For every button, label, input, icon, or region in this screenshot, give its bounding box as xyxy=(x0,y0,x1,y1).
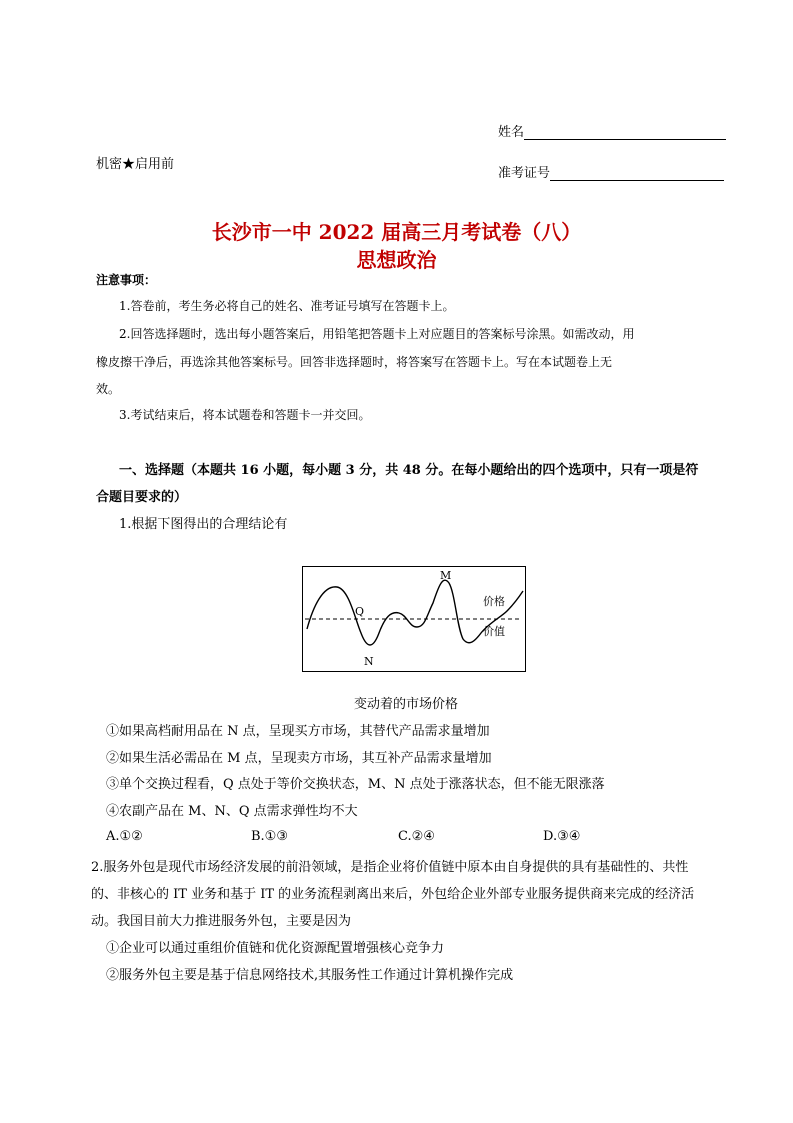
statement: ①如果高档耐用品在 N 点，呈现买方市场，其替代产品需求量增加 xyxy=(106,724,490,739)
statement: ①企业可以通过重组价值链和优化资源配置增强核心竞争力 xyxy=(106,941,445,956)
figure-caption: 变动着的市场价格 xyxy=(354,697,459,712)
note-item: 效。 xyxy=(96,382,121,396)
subject-title: 思想政治 xyxy=(356,248,437,272)
option-b: B.①③ xyxy=(251,829,288,844)
note-item: 橡皮擦干净后，再选涂其他答案标号。回答非选择题时，将答案写在答题卡上。写在本试题卷上无 xyxy=(96,355,613,369)
point-m-label: M xyxy=(440,569,452,582)
point-n-label: N xyxy=(364,655,374,668)
question-stem: 1.根据下图得出的合理结论有 xyxy=(119,517,288,532)
question-stem-cont: 的、非核心的 IT 业务和基于 IT 的业务流程剥离出来后，外包给企业外部专业服务提供商来完成的经济活 xyxy=(91,887,695,902)
secrecy-mark: 机密★启用前 xyxy=(96,157,175,172)
option-d: D.③④ xyxy=(543,829,581,844)
statement: ②如果生活必需品在 M 点，呈现卖方市场，其互补产品需求量增加 xyxy=(106,751,492,766)
name-field xyxy=(498,121,726,140)
section-heading-cont: 合题目要求的） xyxy=(96,490,188,505)
name-blank xyxy=(524,125,726,140)
question-stem-cont: 动。我国目前大力推进服务外包，主要是因为 xyxy=(91,914,352,929)
exam-title: 长沙市一中 2022 届高三月考试卷（八） xyxy=(211,220,582,244)
exam-id-blank xyxy=(550,166,724,181)
value-label: 价值 xyxy=(483,625,505,638)
statement: ④农副产品在 M、N、Q 点需求弹性均不大 xyxy=(106,804,358,819)
section-heading: 一、选择题（本题共 16 小题，每小题 3 分，共 48 分。在每小题给出的四个选项中，只有一项是符 xyxy=(119,463,699,478)
notes-heading: 注意事项： xyxy=(96,273,157,287)
note-item: 1.答卷前，考生务必将自己的姓名、准考证号填写在答题卡上。 xyxy=(119,299,455,313)
point-q-label: Q xyxy=(355,605,365,618)
statement: ③单个交换过程看，Q 点处于等价交换状态，M、N 点处于涨落状态，但不能无限涨落 xyxy=(106,777,605,792)
price-curve-chart xyxy=(303,567,525,671)
exam-id-field xyxy=(498,162,724,181)
name-label: 姓名 xyxy=(498,125,525,140)
price-label: 价格 xyxy=(483,595,505,608)
exam-id-label: 准考证号 xyxy=(498,166,551,181)
note-item: 3.考试结束后，将本试题卷和答题卡一并交回。 xyxy=(119,408,371,422)
note-item: 2.回答选择题时，选出每小题答案后，用铅笔把答题卡上对应题目的答案标号涂黑。如需改动，用 xyxy=(119,327,635,341)
option-c: C.②④ xyxy=(398,829,435,844)
price-value-figure xyxy=(302,566,526,672)
question-stem: 2.服务外包是现代市场经济发展的前沿领域，是指企业将价值链中原本由自身提供的具有基础性的、共性 xyxy=(91,860,689,875)
statement: ②服务外包主要是基于信息网络技术,其服务性工作通过计算机操作完成 xyxy=(106,968,514,983)
option-a: A.①② xyxy=(106,829,143,844)
